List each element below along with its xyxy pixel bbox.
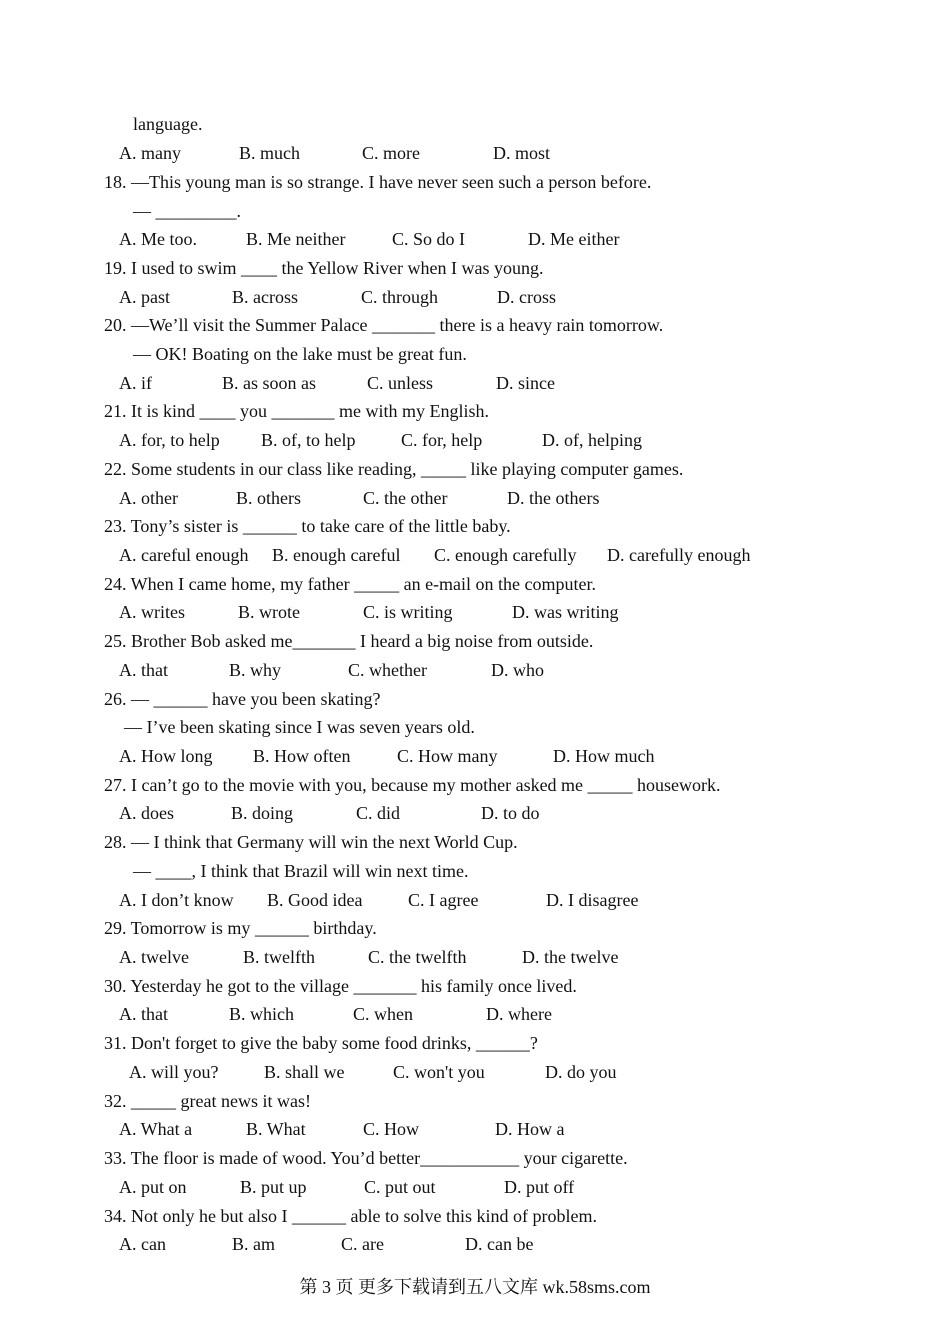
q32-option-c: C. How [363,1119,420,1139]
q18-option-d: D. Me either [528,229,620,249]
question-18-stem: 18. —This young man is so strange. I have never seen such a person before. [104,172,652,192]
q20-option-b: B. as soon as [222,373,316,393]
q22-option-c: C. the other [363,488,448,508]
q30-option-a: A. that [119,1004,168,1024]
q26-option-d: D. How much [553,746,655,766]
question-27-stem: 27. I can’t go to the movie with you, because my mother asked me _____ housework. [104,775,721,795]
question-34-stem: 34. Not only he but also I ______ able to solve this kind of problem. [104,1206,597,1226]
question-22-stem: 22. Some students in our class like reading, _____ like playing computer games. [104,459,684,479]
q28-option-b: B. Good idea [267,890,363,910]
q33-option-b: B. put up [240,1177,307,1197]
q32-option-a: A. What a [119,1119,193,1139]
q30-option-b: B. which [229,1004,294,1024]
question-33-stem: 33. The floor is made of wood. You’d better___________ your cigarette. [104,1148,628,1168]
q17-option-b: B. much [239,143,300,163]
q19-option-a: A. past [119,287,170,307]
q28-option-c: C. I agree [408,890,479,910]
q22-option-a: A. other [119,488,178,508]
q34-option-b: B. am [232,1234,275,1254]
question-26-stem: 26. — ______ have you been skating? [104,689,381,709]
question-32-stem: 32. _____ great news it was! [104,1091,311,1111]
question-28-reply: — ____, I think that Brazil will win next time. [133,861,469,881]
q34-option-d: D. can be [465,1234,534,1254]
q17-option-c: C. more [362,143,420,163]
q23-option-c: C. enough carefully [434,545,577,565]
question-28-stem: 28. — I think that Germany will win the next World Cup. [104,832,518,852]
question-29-stem: 29. Tomorrow is my ______ birthday. [104,918,377,938]
q33-option-c: C. put out [364,1177,436,1197]
q26-option-c: C. How many [397,746,498,766]
question-31-stem: 31. Don't forget to give the baby some food drinks, ______? [104,1033,538,1053]
question-23-stem: 23. Tony’s sister is ______ to take care of the little baby. [104,516,511,536]
q31-option-d: D. do you [545,1062,617,1082]
question-21-stem: 21. It is kind ____ you _______ me with my English. [104,401,489,421]
q22-option-d: D. the others [507,488,600,508]
q25-option-b: B. why [229,660,282,680]
q32-option-d: D. How a [495,1119,565,1139]
q29-option-a: A. twelve [119,947,189,967]
q21-option-d: D. of, helping [542,430,642,450]
q23-option-b: B. enough careful [272,545,401,565]
q21-option-b: B. of, to help [261,430,356,450]
q31-option-a: A. will you? [129,1062,219,1082]
q27-option-d: D. to do [481,803,540,823]
question-30-stem: 30. Yesterday he got to the village _______ his family once lived. [104,976,577,996]
question-20-stem: 20. —We’ll visit the Summer Palace _______ there is a heavy rain tomorrow. [104,315,664,335]
q19-option-c: C. through [361,287,439,307]
q26-option-b: B. How often [253,746,351,766]
q23-option-d: D. carefully enough [607,545,751,565]
q26-option-a: A. How long [119,746,213,766]
q29-option-d: D. the twelve [522,947,619,967]
q25-option-a: A. that [119,660,168,680]
q34-option-a: A. can [119,1234,166,1254]
q30-option-d: D. where [486,1004,552,1024]
q29-option-b: B. twelfth [243,947,315,967]
q33-option-a: A. put on [119,1177,187,1197]
question-17-stem-tail: language. [133,114,203,134]
q18-option-b: B. Me neither [246,229,346,249]
q30-option-c: C. when [353,1004,413,1024]
q21-option-a: A. for, to help [119,430,220,450]
q21-option-c: C. for, help [401,430,483,450]
q32-option-b: B. What [246,1119,306,1139]
q25-option-c: C. whether [348,660,427,680]
q28-option-a: A. I don’t know [119,890,234,910]
q29-option-c: C. the twelfth [368,947,467,967]
question-19-stem: 19. I used to swim ____ the Yellow River when I was young. [104,258,544,278]
q33-option-d: D. put off [504,1177,575,1197]
q19-option-d: D. cross [497,287,556,307]
q17-option-d: D. most [493,143,551,163]
q22-option-b: B. others [236,488,301,508]
question-20-reply: — OK! Boating on the lake must be great fun. [133,344,467,364]
q25-option-d: D. who [491,660,544,680]
question-26-reply: — I’ve been skating since I was seven years old. [124,717,475,737]
question-18-reply: — _________. [133,201,241,221]
q24-option-c: C. is writing [363,602,453,622]
q27-option-a: A. does [119,803,174,823]
q24-option-d: D. was writing [512,602,619,622]
question-25-stem: 25. Brother Bob asked me_______ I heard a big noise from outside. [104,631,594,651]
q20-option-a: A. if [119,373,152,393]
q24-option-a: A. writes [119,602,185,622]
q18-option-a: A. Me too. [119,229,197,249]
q24-option-b: B. wrote [238,602,300,622]
q27-option-b: B. doing [231,803,294,823]
q20-option-d: D. since [496,373,555,393]
q27-option-c: C. did [356,803,401,823]
q20-option-c: C. unless [367,373,434,393]
q23-option-a: A. careful enough [119,545,249,565]
q17-option-a: A. many [119,143,181,163]
q34-option-c: C. are [341,1234,384,1254]
q18-option-c: C. So do I [392,229,466,249]
q28-option-d: D. I disagree [546,890,639,910]
q31-option-b: B. shall we [264,1062,345,1082]
q19-option-b: B. across [232,287,298,307]
page-footer: 第 3 页 更多下载请到五八文库 wk.58sms.com [299,1277,651,1297]
question-24-stem: 24. When I came home, my father _____ an e-mail on the computer. [104,574,597,594]
q31-option-c: C. won't you [393,1062,485,1082]
